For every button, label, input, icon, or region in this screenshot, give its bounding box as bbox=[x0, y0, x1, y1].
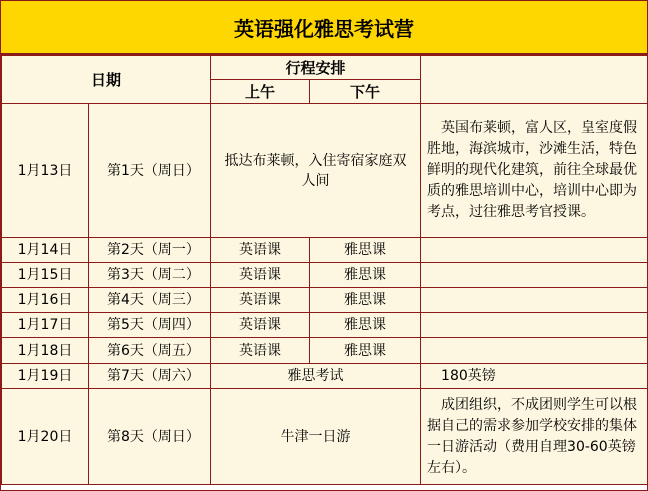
row-activity: 牛津一日游 bbox=[211, 389, 421, 485]
row-morning: 英语课 bbox=[211, 338, 310, 364]
row-note: 英国布莱顿，富人区，皇室度假胜地，海滨城市，沙滩生活，特色鲜明的现代化建筑，前往全球最优质的雅思培训中心，培训中心即为考点，过往雅思考官授课。 bbox=[421, 104, 648, 238]
header-row-1 bbox=[2, 56, 648, 80]
row-day: 第7天（周六） bbox=[89, 364, 211, 389]
header-morning: 上午 bbox=[211, 80, 310, 104]
row-date: 1月17日 bbox=[2, 313, 89, 338]
row-morning: 英语课 bbox=[211, 288, 310, 313]
row-date: 1月19日 bbox=[2, 364, 89, 389]
row-afternoon: 雅思课 bbox=[310, 288, 421, 313]
header-date: 日期 bbox=[2, 56, 211, 104]
row-day: 第1天（周日） bbox=[89, 104, 211, 238]
table-row bbox=[2, 313, 648, 338]
table-row bbox=[2, 389, 648, 485]
table-row bbox=[2, 263, 648, 288]
header-afternoon: 下午 bbox=[310, 80, 421, 104]
header-note-blank bbox=[421, 56, 648, 104]
row-date: 1月13日 bbox=[2, 104, 89, 238]
page-title: 英语强化雅思考试营 bbox=[1, 1, 647, 55]
table-row bbox=[2, 288, 648, 313]
row-day: 第3天（周二） bbox=[89, 263, 211, 288]
row-morning: 英语课 bbox=[211, 263, 310, 288]
row-note: 成团组织，不成团则学生可以根据自己的需求参加学校安排的集体一日游活动（费用自理30-60英镑左右）。 bbox=[421, 389, 648, 485]
row-note bbox=[421, 338, 648, 364]
row-day: 第6天（周五） bbox=[89, 338, 211, 364]
row-date: 1月14日 bbox=[2, 238, 89, 263]
row-afternoon: 雅思课 bbox=[310, 338, 421, 364]
row-note bbox=[421, 313, 648, 338]
row-afternoon: 雅思课 bbox=[310, 313, 421, 338]
row-day: 第5天（周四） bbox=[89, 313, 211, 338]
row-date: 1月18日 bbox=[2, 338, 89, 364]
row-date: 1月20日 bbox=[2, 389, 89, 485]
table-row bbox=[2, 104, 648, 238]
row-afternoon: 雅思课 bbox=[310, 238, 421, 263]
row-date: 1月15日 bbox=[2, 263, 89, 288]
row-day: 第4天（周三） bbox=[89, 288, 211, 313]
header-schedule: 行程安排 bbox=[211, 56, 421, 80]
row-note bbox=[421, 263, 648, 288]
table-row bbox=[2, 364, 648, 389]
row-note bbox=[421, 288, 648, 313]
table-row bbox=[2, 238, 648, 263]
schedule-table bbox=[1, 55, 648, 485]
row-afternoon: 雅思课 bbox=[310, 263, 421, 288]
table-row bbox=[2, 338, 648, 364]
row-activity: 抵达布莱顿，入住寄宿家庭双人间 bbox=[211, 104, 421, 238]
row-day: 第2天（周一） bbox=[89, 238, 211, 263]
row-activity: 雅思考试 bbox=[211, 364, 421, 389]
row-date: 1月16日 bbox=[2, 288, 89, 313]
row-morning: 英语课 bbox=[211, 238, 310, 263]
row-note bbox=[421, 238, 648, 263]
row-note: 180英镑 bbox=[421, 364, 648, 389]
row-morning: 英语课 bbox=[211, 313, 310, 338]
row-day: 第8天（周日） bbox=[89, 389, 211, 485]
